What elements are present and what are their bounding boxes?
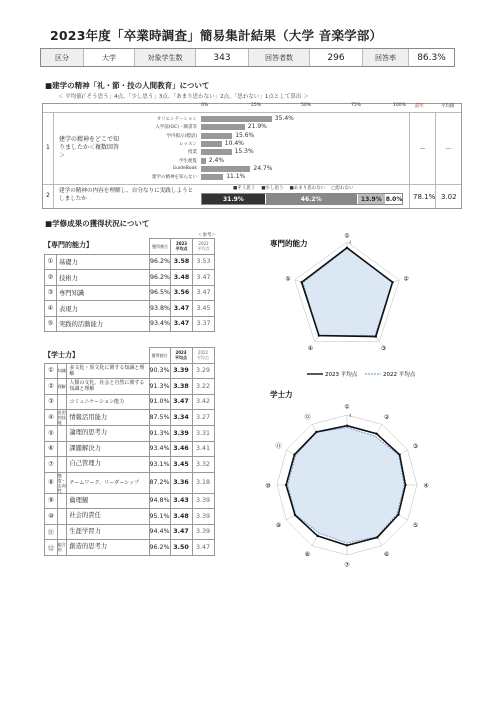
row-rate: 93.1% (149, 457, 170, 473)
spirit-table (42, 103, 462, 209)
scale-100: 100% (393, 103, 406, 108)
row-number: ⑧ (45, 472, 58, 493)
section2-heading: ■学修成果の獲得状況について (45, 219, 150, 228)
row-2023: 3.39 (170, 363, 192, 379)
gakushi-row (45, 379, 215, 395)
row-number: ② (45, 270, 57, 286)
row-name: 表現力 (57, 301, 150, 317)
row-2022: 3.31 (192, 426, 214, 442)
q2-segment: 13.9% (358, 194, 386, 204)
col-2023 (170, 348, 192, 364)
q1-avg: － (445, 145, 452, 153)
row-rate: 91.0% (149, 394, 170, 410)
senmon-title: 【専門的能力】 (44, 241, 93, 249)
gakushi-row (45, 457, 215, 473)
legend-agree: ■そう思う (233, 186, 256, 191)
row-rate: 91.3% (149, 426, 170, 442)
row-group (57, 426, 67, 442)
row-group (57, 493, 67, 509)
summary-bar (40, 48, 455, 67)
row-2023: 3.50 (170, 540, 192, 556)
row-number: ⑨ (45, 493, 58, 509)
row-group (57, 457, 67, 473)
col-2022-sub: 平均点 (197, 246, 210, 252)
row-2023: 3.43 (170, 493, 192, 509)
q1-bar-value: 21.9% (247, 123, 267, 131)
q1-bar (201, 174, 223, 180)
row-name: 課題解決力 (67, 441, 149, 457)
gakushi-row (45, 540, 215, 556)
row-number: ⑦ (45, 457, 58, 473)
rate-value: 86.3% (417, 52, 446, 63)
row-2023: 3.34 (170, 410, 192, 426)
q1-bar-value: 10.4% (224, 139, 244, 147)
q2-text: 建学の精神の内容を理解し、自分なりに実践しようとしましたか (59, 188, 194, 202)
q1-bar-value: 35.4% (274, 115, 294, 122)
row-2022: 3.29 (192, 363, 214, 379)
radar-axis-label: ⑤ (285, 275, 291, 283)
radar-tick: 4 (349, 413, 352, 418)
senmon-row (45, 254, 215, 270)
row-2022: 3.39 (192, 493, 214, 509)
scale-0: 0% (201, 103, 209, 108)
row-number: ③ (45, 394, 58, 410)
target-value: 343 (196, 49, 249, 66)
radar-axis-label: ⑪ (275, 442, 282, 450)
radar-axis-label: ⑦ (344, 561, 350, 569)
q2-segment: 8.0% (385, 195, 403, 203)
radar-title: 学士力 (270, 390, 293, 399)
radar-point (398, 453, 400, 455)
col-rate: 獲得割合 (149, 348, 170, 364)
row-2023: 3.56 (171, 285, 193, 301)
q1-text: 建学の精神をどこで知りましたか＜複数回答＞ (59, 136, 120, 159)
gakushi-row (45, 426, 215, 442)
radar-point (318, 334, 320, 336)
row-number: ② (45, 379, 58, 395)
q1-item-label: 建学の精神を知らない (152, 175, 197, 181)
q1-2023: － (419, 145, 426, 153)
radar-point (294, 514, 296, 516)
row-number: ⑩ (45, 509, 58, 525)
row-rate: 95.1% (149, 509, 170, 525)
q1-bar (201, 158, 206, 164)
q2-segment: 31.9% (202, 194, 266, 204)
row-2023: 3.46 (170, 441, 192, 457)
col-2022-sub: 平均点 (197, 355, 210, 361)
scale-25: 25% (251, 103, 262, 108)
row-name: コミュニケーション能力 (67, 394, 149, 410)
row-name: 情報活用能力 (67, 410, 149, 426)
row-name: 論理的思考力 (67, 426, 149, 442)
gakushi-row (45, 472, 215, 493)
row-group: 汎用的技能 (57, 410, 66, 425)
q1-bar (201, 133, 232, 139)
col-2022 (193, 239, 215, 255)
q1-item-label: 授業 (188, 150, 197, 156)
radar-point (376, 536, 378, 538)
gakushi-row (45, 363, 215, 379)
q1-bar-value: 2.4% (208, 156, 225, 164)
scale-50: 50% (301, 103, 312, 108)
legend-not: □思わない (331, 186, 354, 191)
row-group (57, 394, 67, 410)
row-2022: 3.42 (192, 394, 214, 410)
row-number: ⑤ (45, 426, 58, 442)
gakushi-row (45, 441, 215, 457)
row-name: 創造的思考力 (67, 540, 149, 556)
row-name: チームワーク、リーダーシップ (67, 472, 149, 493)
q1-item-label: 学内掲示(標語) (166, 133, 197, 139)
q2-legend (233, 185, 354, 191)
row-rate: 91.3% (149, 379, 170, 395)
row-2022: 3.27 (192, 410, 214, 426)
q1-bar (201, 149, 232, 155)
row-2023: 3.45 (170, 457, 192, 473)
radar-axis-label: ⑧ (304, 551, 311, 559)
section1-heading: ■建学の精神「礼・節・技の人間教育」について (45, 81, 210, 90)
row-number: ① (45, 363, 58, 379)
senmon-row (45, 301, 215, 317)
page-title: 2023年度「卒業時調査」簡易集計結果（大学 音楽学部） (50, 28, 383, 43)
radar-point (285, 484, 287, 486)
row-name: 社会的責任 (67, 509, 149, 525)
radar-axis-label: ⑫ (304, 413, 311, 421)
row-2023: 3.48 (171, 270, 193, 286)
row-2022: 3.39 (192, 509, 214, 525)
radar-axis-label: ⑥ (383, 551, 390, 559)
legend-notmuch: ■あまり思わない (289, 186, 326, 191)
row-number: ① (45, 254, 57, 270)
row-2022: 3.18 (192, 472, 214, 493)
row-group (57, 441, 67, 457)
row-rate: 90.3% (149, 363, 170, 379)
row-number: ⑫ (45, 540, 58, 556)
row-number: ⑤ (45, 316, 57, 332)
q1-bar (201, 141, 222, 147)
radar-point (404, 484, 406, 486)
row-2022: 3.41 (192, 441, 214, 457)
q1-no: 1 (46, 144, 50, 151)
q1-bar (201, 124, 245, 130)
legend-somewhat: ■少し思う (261, 186, 284, 191)
radar-point (375, 433, 377, 435)
col-rate: 獲得割合 (150, 239, 171, 255)
row-name: 倫理観 (67, 493, 149, 509)
row-2023: 3.47 (171, 316, 193, 332)
row-name: 実践的活動能力 (57, 316, 150, 332)
row-group (57, 509, 67, 525)
radar-axis-label: ⑩ (265, 482, 271, 490)
row-2023: 3.47 (170, 394, 192, 410)
radar-point (346, 247, 348, 249)
row-2023: 3.48 (170, 509, 192, 525)
row-group: 態度・志向性 (57, 472, 66, 493)
q1-bar (201, 116, 272, 122)
gakushi-row (45, 524, 215, 540)
scale-75: 75% (351, 103, 362, 108)
radar-point (397, 513, 399, 515)
row-group: 総合的 (57, 540, 67, 556)
row-number: ⑪ (45, 524, 58, 540)
row-2023: 3.36 (170, 472, 192, 493)
answered-label: 回答者数 (249, 49, 310, 66)
row-name: 生涯学習力 (67, 524, 149, 540)
row-number: ③ (45, 285, 57, 301)
q1-bar-value: 15.6% (235, 131, 255, 139)
radar-senmon (265, 232, 465, 382)
row-rate: 94.4% (149, 524, 170, 540)
radar-point (300, 281, 302, 283)
gakushi-table (44, 347, 215, 556)
radar-axis-label: ② (383, 413, 390, 421)
radar-point (316, 535, 318, 537)
radar-axis-label: ④ (307, 344, 314, 352)
row-name: 人類の文化、社会と自然に関する知識と理解 (67, 379, 149, 395)
row-name: 技術力 (57, 270, 150, 286)
row-2022: 3.39 (192, 524, 214, 540)
senmon-row (45, 285, 215, 301)
row-name: 多文化・異文化に関する知識と理解 (67, 363, 149, 379)
radar-series-2022 (303, 248, 392, 335)
gakushi-row (45, 394, 215, 410)
q2-no: 2 (46, 192, 50, 199)
row-name: 自己管理力 (67, 457, 149, 473)
row-group: 知識 (57, 363, 67, 379)
radar-point (391, 281, 393, 283)
q1-bar-value: 24.7% (253, 164, 273, 172)
radar-axis-label: ② (403, 275, 409, 283)
senmon-row (45, 270, 215, 286)
radar-axis-label: ④ (423, 482, 429, 490)
row-number: ④ (45, 410, 58, 426)
row-rate: 96.5% (150, 285, 171, 301)
col-2023-year: 2023 (175, 350, 187, 356)
row-2022: 3.47 (193, 285, 215, 301)
row-2022: 3.53 (193, 254, 215, 270)
q1-item-label: 学生便覧 (179, 158, 197, 164)
radar-point (375, 335, 377, 337)
col-2023-sub: 平均点 (175, 355, 188, 361)
gakushi-title: 【学士力】 (44, 351, 79, 359)
radar-tick: 4 (349, 240, 352, 245)
kubun-label: 区分 (41, 49, 84, 66)
row-2022: 3.45 (193, 301, 215, 317)
q1-item-label: オリエンテーション (156, 117, 197, 122)
kubun-value: 大学 (84, 49, 135, 66)
radar-point (315, 431, 317, 433)
legend-2022-label: 2022 平均点 (383, 372, 416, 378)
gakushi-row (45, 493, 215, 509)
radar-point (346, 424, 348, 426)
col-2022-year: 2022 (197, 350, 209, 356)
col-2022 (192, 348, 214, 364)
row-name: 専門知識 (57, 285, 150, 301)
q1-bar-value: 15.3% (234, 148, 254, 156)
col-2022-year: 2022 (198, 241, 209, 247)
radar-axis-label: ① (344, 232, 350, 240)
row-rate: 93.8% (150, 301, 171, 317)
q2-stacked-bar (201, 193, 403, 205)
target-label: 対象学生数 (135, 49, 196, 66)
row-2023: 3.47 (170, 524, 192, 540)
q2-2023: 78.1% (413, 193, 436, 201)
row-name: 基礎力 (57, 254, 150, 270)
row-2023: 3.38 (170, 379, 192, 395)
row-2023: 3.47 (171, 301, 193, 317)
row-rate: 96.2% (149, 540, 170, 556)
col-2023-sub: 平均点 (175, 246, 188, 252)
rate-label: 回答率 (363, 49, 409, 66)
radar-axis-label: ① (344, 403, 350, 411)
row-number: ⑥ (45, 441, 58, 457)
row-group (57, 524, 67, 540)
row-number: ④ (45, 301, 57, 317)
row-2023: 3.39 (170, 426, 192, 442)
row-2022: 3.47 (192, 540, 214, 556)
row-rate: 96.2% (150, 254, 171, 270)
radar-axis-label: ⑤ (412, 522, 419, 530)
q1-bar-value: 11.1% (226, 173, 246, 181)
q2-avg: 3.02 (441, 193, 457, 201)
radar-series-2022 (288, 427, 405, 543)
q1-item-label: GuideBook (172, 165, 197, 171)
col-2023: 前年 (415, 104, 424, 109)
q1-bar (201, 166, 250, 172)
row-rate: 87.5% (149, 410, 170, 426)
row-rate: 94.8% (149, 493, 170, 509)
row-2022: 3.32 (192, 457, 214, 473)
gakushi-row (45, 509, 215, 525)
q1-item-label: 入学前(OC)・願書等 (155, 125, 197, 131)
col-2023 (171, 239, 193, 255)
row-2022: 3.37 (193, 316, 215, 332)
row-2022: 3.22 (192, 379, 214, 395)
row-rate: 93.4% (150, 316, 171, 332)
row-rate: 87.2% (149, 472, 170, 493)
q2-segment: 46.2% (266, 194, 358, 204)
senmon-row (45, 316, 215, 332)
col-avg: 平均値 (441, 104, 455, 109)
row-2023: 3.58 (171, 254, 193, 270)
radar-axis-label: ③ (412, 442, 419, 450)
row-2022: 3.47 (193, 270, 215, 286)
radar-axis-label: ⑨ (275, 522, 282, 530)
row-rate: 93.4% (149, 441, 170, 457)
radar-point (346, 544, 348, 546)
col-2023-year: 2023 (175, 241, 188, 247)
radar-gakushi (265, 385, 465, 585)
ref-label: ＜参考＞ (198, 233, 216, 238)
radar-axis-label: ③ (380, 344, 387, 352)
row-group: 理解 (57, 379, 67, 395)
q1-item-label: レッスン (179, 141, 197, 147)
legend-2023-label: 2023 平均点 (325, 372, 358, 378)
row-rate: 96.2% (150, 270, 171, 286)
section1-note: ＜ 平均値(「そう思う」4点、「少し思う」3点、「あまり思わない」2点、「思わない」1点として算出 ＞ (58, 94, 309, 100)
radar-title: 専門的能力 (270, 239, 308, 248)
radar-point (293, 453, 295, 455)
senmon-table (44, 238, 215, 332)
answered-value: 296 (310, 49, 363, 66)
gakushi-row (45, 410, 215, 426)
